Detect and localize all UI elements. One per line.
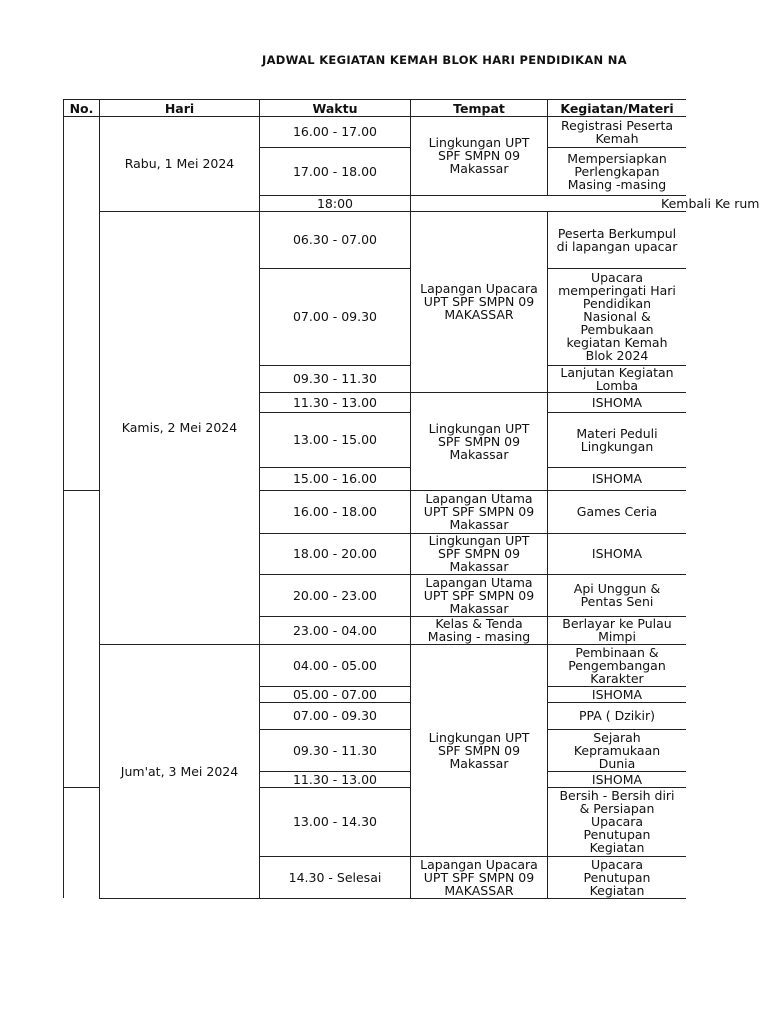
activity-cell: ISHOMA [591,771,643,787]
activity-cell: ISHOMA [591,394,643,410]
time-cell: 18.00 - 20.00 [292,546,378,561]
header-hari: Hari [164,100,195,116]
activity-cell: ISHOMA [591,546,643,561]
time-cell: 14.30 - Selesai [288,869,382,885]
time-cell: 17.00 - 18.00 [292,163,378,179]
time-cell: 07.00 - 09.30 [292,309,378,324]
activity-cell: Games Ceria [576,504,658,519]
activity-cell: Api Unggun & Pentas Seni [573,581,661,609]
day-bottom-border [99,898,259,899]
activity-cell: Materi Peduli Lingkungan [576,425,658,454]
time-cell: 09.30 - 11.30 [292,371,378,386]
place-cell: Lapangan Upacara UPT SPF SMPN 09 MAKASSAR [420,281,538,322]
no-col-left-border-1 [63,116,64,490]
no-col-left-border-2 [63,490,64,787]
place-cell: Lapangan Upacara UPT SPF SMPN 09 MAKASSAR [420,856,538,898]
header-waktu: Waktu [312,100,358,116]
no-col-divider [63,490,99,491]
time-cell: 13.00 - 14.30 [292,814,378,829]
header-tempat: Tempat [453,100,505,116]
activity-cell: ISHOMA [591,471,643,486]
time-cell: 06.30 - 07.00 [292,232,378,247]
day-label: Kamis, 2 Mei 2024 [121,420,238,435]
no-col-left-border-3 [63,787,64,898]
place-cell: Lapangan Utama UPT SPF SMPN 09 Makassar [423,574,535,616]
place-cell: Lingkungan UPT SPF SMPN 09 Makassar [428,135,530,176]
activity-cell: Bersih - Bersih diri & Persiapan Upacara Penutupan Kegiatan [559,788,675,855]
place-cell: Lingkungan UPT SPF SMPN 09 Makassar [428,420,530,462]
time-cell: 07.00 - 09.30 [292,708,378,723]
place-cell: Lingkungan UPT SPF SMPN 09 Makassar [428,729,530,771]
time-bottom-border [259,898,410,899]
activity-bottom-border [547,898,686,899]
time-cell: 11.30 - 13.00 [292,771,378,787]
time-cell: 04.00 - 05.00 [292,657,378,673]
document-title: JADWAL KEGIATAN KEMAH BLOK HARI PENDIDIKAN NA [262,53,627,67]
header-kegiatan: Kegiatan/Materi [560,100,674,116]
activity-cell: Upacara memperingati Hari Pendidikan Nasional & Pembukaan kegiatan Kemah Blok 2024 [558,270,676,363]
activity-cell: Peserta Berkumpul di lapangan upacar [556,225,678,254]
header-no: No. [69,100,94,116]
activity-cell: Kembali Ke rum [661,195,760,211]
time-cell: 15.00 - 16.00 [292,471,378,486]
place-cell: Lingkungan UPT SPF SMPN 09 Makassar [428,533,530,574]
day-label: Rabu, 1 Mei 2024 [124,156,235,171]
activity-cell: Upacara Penutupan Kegiatan [583,856,651,898]
activity-cell: ISHOMA [591,686,643,702]
activity-cell: PPA ( Dzikir) [578,708,656,723]
time-cell: 16.00 - 17.00 [292,124,378,139]
time-cell: 18:00 [316,195,354,211]
place-cell: Kelas & Tenda Masing - masing [427,616,531,644]
no-col-divider [63,787,99,788]
time-cell: 05.00 - 07.00 [292,686,378,702]
time-cell: 13.00 - 15.00 [292,432,378,447]
place-cell: Lapangan Utama UPT SPF SMPN 09 Makassar [423,491,535,532]
activity-cell: Lanjutan Kegiatan Lomba [560,364,674,393]
activity-cell: Pembinaan & Pengembangan Karakter [568,644,666,686]
day-label: Jum'at, 3 Mei 2024 [120,763,239,779]
time-cell: 16.00 - 18.00 [292,504,378,519]
activity-cell: Mempersiapkan Perlengkapan Masing -masing [567,150,667,192]
time-cell: 11.30 - 13.00 [292,394,378,410]
activity-cell: Registrasi Peserta Kemah [560,117,674,146]
time-cell: 23.00 - 04.00 [292,622,378,638]
activity-cell: Sejarah Kepramukaan Dunia [573,729,661,771]
time-cell: 20.00 - 23.00 [292,587,378,603]
time-cell: 09.30 - 11.30 [292,742,378,758]
activity-cell: Berlayar ke Pulau Mimpi [562,616,672,644]
place-bottom-border [410,898,547,899]
